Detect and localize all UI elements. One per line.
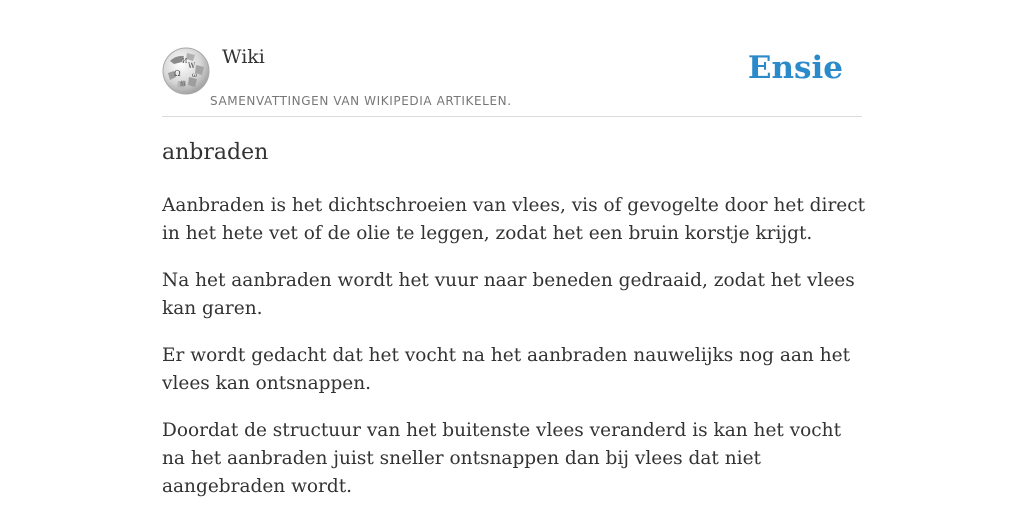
page-title: anbraden (162, 140, 269, 165)
brand-logo-link[interactable]: Ensie (747, 50, 843, 86)
svg-text:Ω: Ω (174, 69, 181, 78)
site-header (162, 0, 862, 117)
article-paragraph: Na het aanbraden wordt het vuur naar beneden gedraaid, zodat het vlees kan garen. (162, 270, 855, 319)
site-tagline: SAMENVATTINGEN VAN WIKIPEDIA ARTIKELEN. (210, 94, 512, 108)
article-body (162, 192, 868, 512)
wikipedia-globe-icon[interactable] (162, 47, 210, 95)
site-label[interactable]: Wiki (222, 46, 265, 68)
svg-text:維: 維 (180, 81, 187, 88)
svg-text:W: W (188, 62, 196, 70)
article-paragraph: Aanbraden is het dichtschroeien van vlees, vis of gevogelte door het direct in het hete vet of de olie te leggen, zodat het een bruin korstje krijgt. (162, 195, 866, 244)
article-paragraph: Doordat de structuur van het buitenste vlees veranderd is kan het vocht na het aanbraden juist sneller ontsnappen dan bij vlees dat niet aangebraden wordt. (162, 420, 842, 497)
article-paragraph: Er wordt gedacht dat het vocht na het aanbraden nauwelijks nog aan het vlees kan ontsnappen. (162, 345, 851, 394)
svg-text:ω: ω (192, 72, 197, 79)
svg-text:И: И (182, 58, 188, 65)
